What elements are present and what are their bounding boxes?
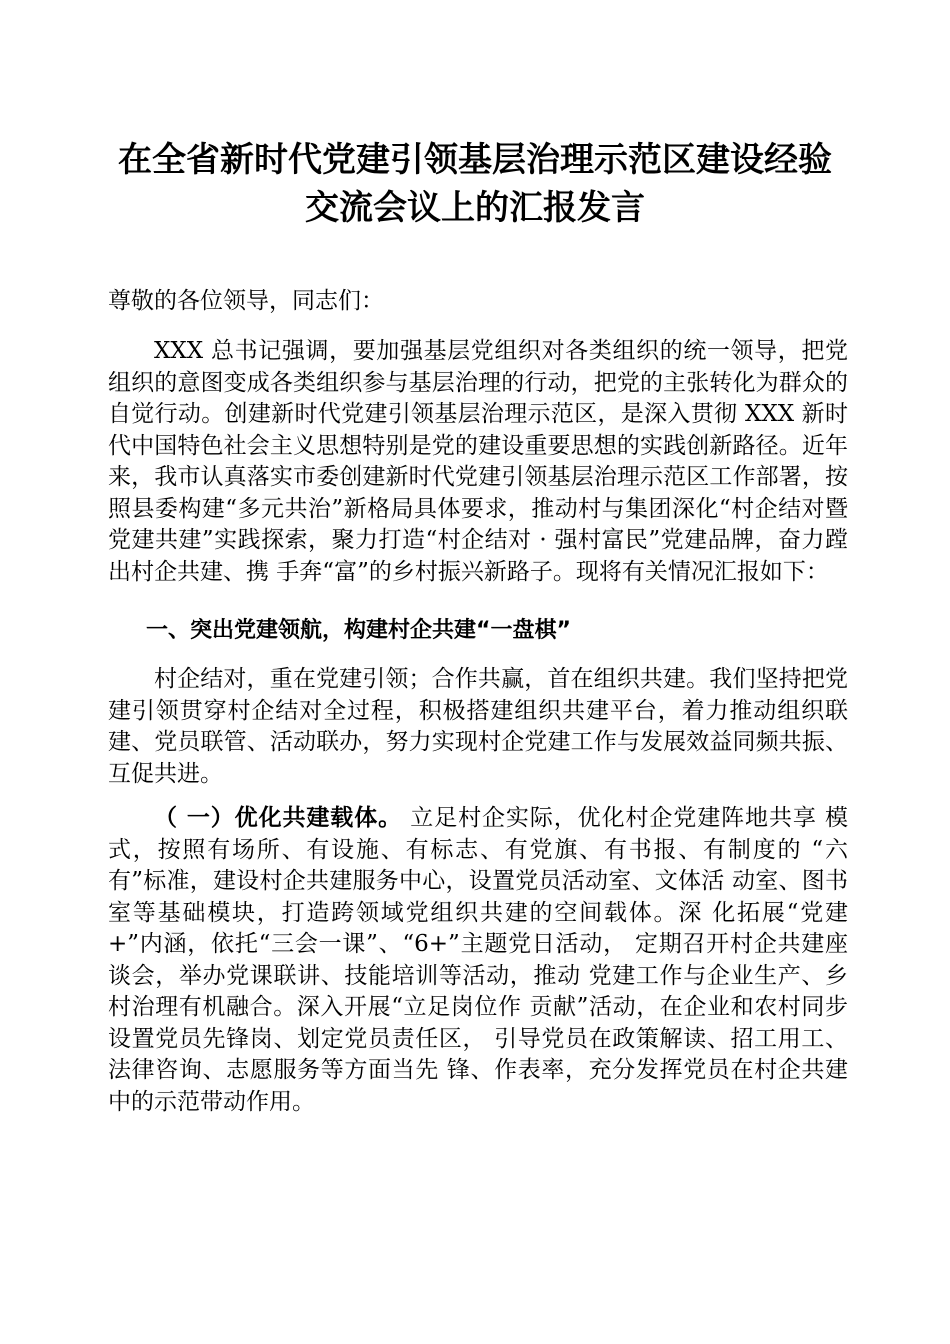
subsection-heading-1: （ 一）优化共建载体。 [154,805,403,831]
subsection-1-body: 立足村企实际，优化村企党建阵地共享 模式，按照有场所、有设施、有标志、有党旗、有书报、有制度的 “六有”标准，建设村企共建服务中心，设置党员活动室、文体活 动室、图书室等基础模块，打造跨领域党组织共建的空间载体。深 化拓展“党建+”内涵，依托“三会一课”、“6+”主题党日活动， 定期召开村企共建座谈会，举办党课联讲、技能培训等活动，推动 党建工作与企业生产、乡村治理有机融合。深入开展“立足岗位作 贡献”活动，在企业和农村同步设置党员先锋岗、划定党员责任区， 引导党员在政策解读、招工用工、法律咨询、志愿服务等方面当先 锋、作表率，充分发挥党员在村企共建中的示范带动作用。 [108,805,848,1115]
paragraph-intro: XXX 总书记强调，要加强基层党组织对各类组织的统一领导，把党组织的意图变成各类组织参与基层治理的行动，把党的主张转化为群众的自觉行动。创建新时代党建引领基层治理示范区，是深入贯彻 XXX 新时代中国特色社会主义思想特别是党的建设重要思想的实践创新路径。近年来，我市认真落实市委创建新时代党建引领基层治理示范区工作部署，按照县委构建“多元共治”新格局具体要求，推动村与集团深化“村企结对暨党建共建”实践探索，聚力打造“村企结对 · 强村富民”党建品牌，奋力蹚出村企共建、携 手奔“富”的乡村振兴新路子。现将有关情况汇报如下： [108,338,848,585]
document-title-line-1: 在全省新时代党建引领基层治理示范区建设经验 [118,140,832,180]
section-heading-1: 一、突出党建领航，构建村企共建“一盘棋” [146,618,571,643]
document-title-line-2: 交流会议上的汇报发言 [305,188,645,228]
salutation: 尊敬的各位领导，同志们： [108,288,384,314]
paragraph-section-1: 村企结对，重在党建引领；合作共赢，首在组织共建。我们坚持把党建引领贯穿村企结对全过程，积极搭建组织共建平台，着力推动组织联建、党员联管、活动联办，努力实现村企党建工作与发展效益同频共振、互促共进。 [108,666,848,787]
paragraph-subsection-1 [108,803,848,1118]
